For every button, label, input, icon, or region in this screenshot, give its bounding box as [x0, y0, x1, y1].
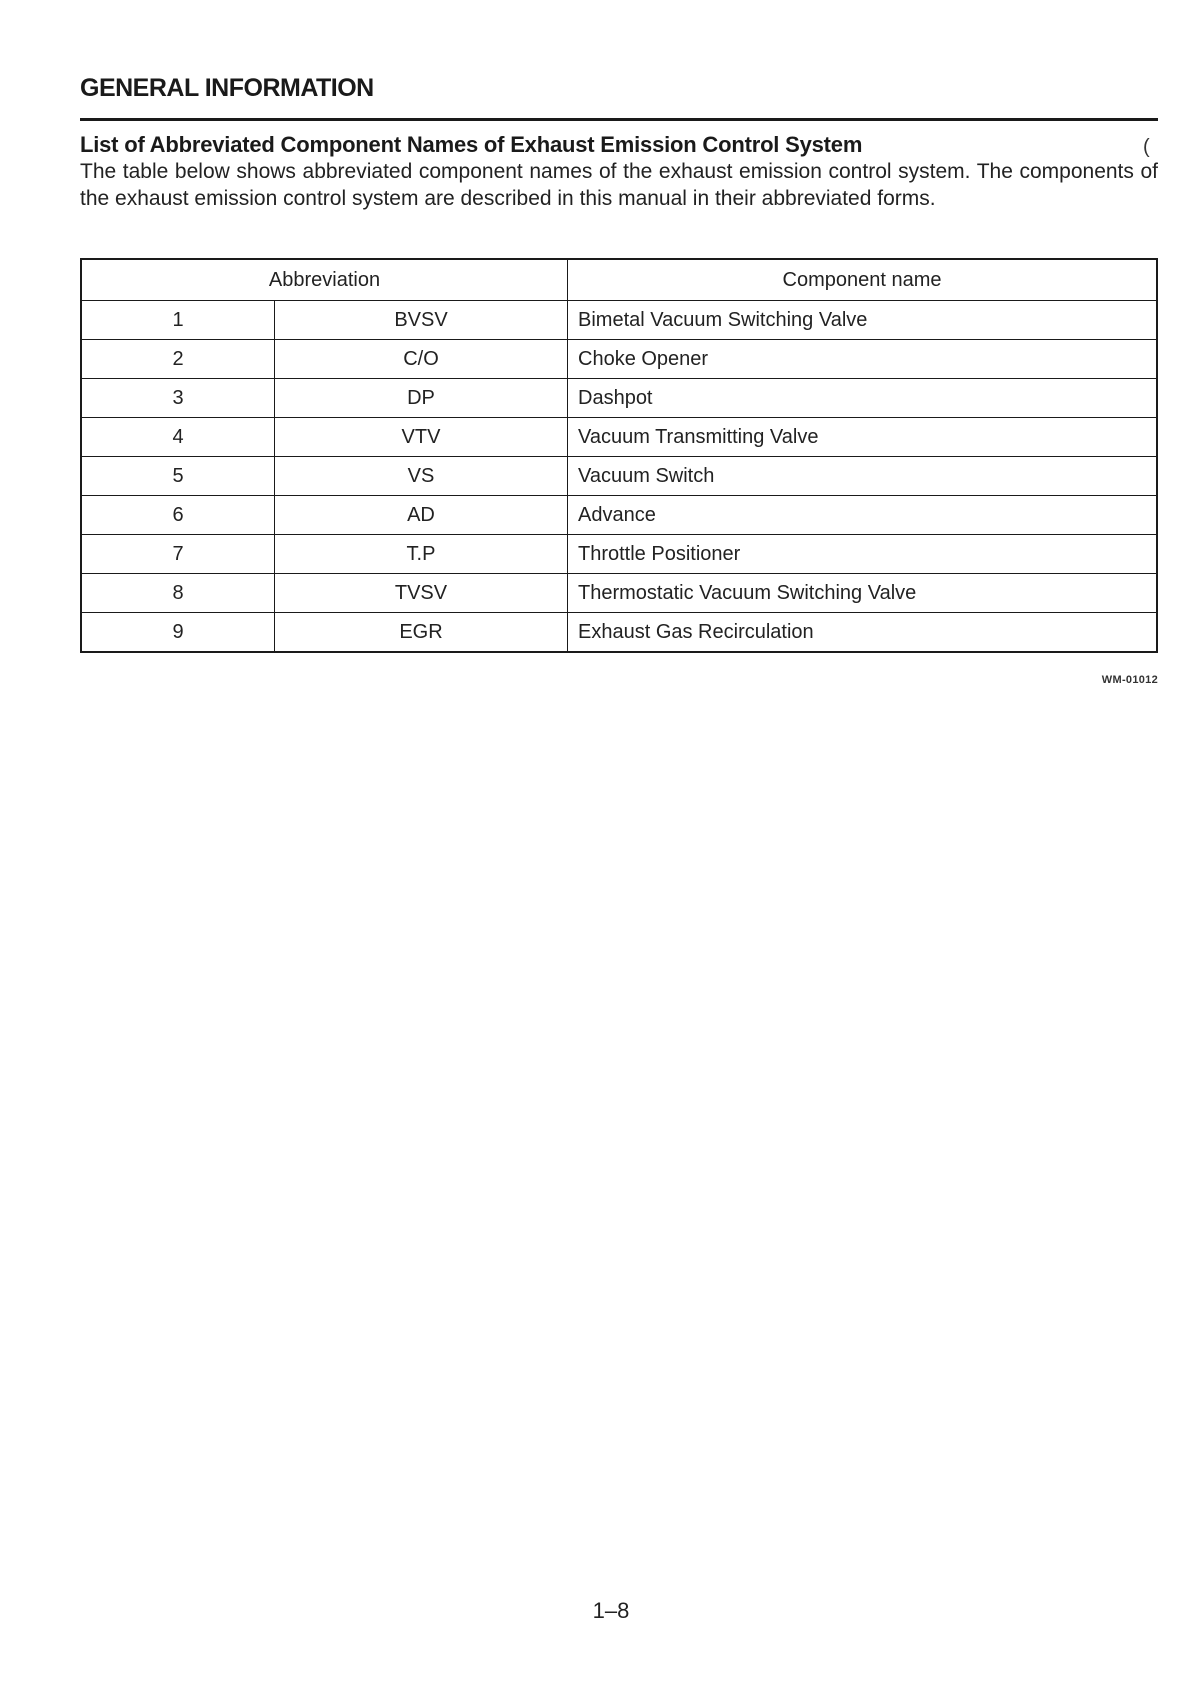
subsection-title: List of Abbreviated Component Names of Exhaust Emission Control System	[80, 132, 863, 157]
page-number: 1–8	[592, 1598, 630, 1623]
abbreviation-table-container	[80, 258, 1158, 653]
figure-id: WM-01012	[1101, 674, 1158, 686]
section-header	[80, 72, 1158, 121]
row-number: 9	[81, 613, 275, 653]
row-abbreviation: AD	[275, 496, 568, 535]
row-abbreviation: DP	[275, 379, 568, 418]
row-component-name: Vacuum Transmitting Valve	[568, 418, 1158, 457]
table-row	[81, 535, 1157, 574]
row-abbreviation: VS	[275, 457, 568, 496]
section-title: GENERAL INFORMATION	[80, 74, 374, 102]
row-component-name: Vacuum Switch	[568, 457, 1158, 496]
row-component-name: Choke Opener	[568, 340, 1158, 379]
row-number: 6	[81, 496, 275, 535]
row-number: 3	[81, 379, 275, 418]
row-component-name: Throttle Positioner	[568, 535, 1158, 574]
table-header-row	[81, 259, 1157, 301]
table-row	[81, 340, 1157, 379]
table-row	[81, 574, 1157, 613]
row-number: 1	[81, 301, 275, 340]
row-number: 4	[81, 418, 275, 457]
row-component-name: Dashpot	[568, 379, 1158, 418]
table-row	[81, 379, 1157, 418]
row-abbreviation: C/O	[275, 340, 568, 379]
row-number: 7	[81, 535, 275, 574]
row-number: 2	[81, 340, 275, 379]
table-row	[81, 496, 1157, 535]
row-abbreviation: EGR	[275, 613, 568, 653]
row-component-name: Exhaust Gas Recirculation	[568, 613, 1158, 653]
component-name-column-header: Component name	[568, 259, 1158, 301]
intro-paragraph: The table below shows abbreviated component names of the exhaust emission control system. The components of the exhaust emission control system are described in this manual in their abbreviated forms.	[80, 160, 1158, 210]
margin-mark: (	[1143, 136, 1150, 158]
row-component-name: Thermostatic Vacuum Switching Valve	[568, 574, 1158, 613]
row-abbreviation: TVSV	[275, 574, 568, 613]
abbreviation-column-header: Abbreviation	[81, 259, 568, 301]
abbreviation-table	[80, 258, 1158, 653]
row-abbreviation: T.P	[275, 535, 568, 574]
row-component-name: Advance	[568, 496, 1158, 535]
table-row	[81, 418, 1157, 457]
row-number: 5	[81, 457, 275, 496]
row-abbreviation: VTV	[275, 418, 568, 457]
table-row	[81, 457, 1157, 496]
row-number: 8	[81, 574, 275, 613]
row-component-name: Bimetal Vacuum Switching Valve	[568, 301, 1158, 340]
row-abbreviation: BVSV	[275, 301, 568, 340]
table-row	[81, 301, 1157, 340]
table-row	[81, 613, 1157, 653]
